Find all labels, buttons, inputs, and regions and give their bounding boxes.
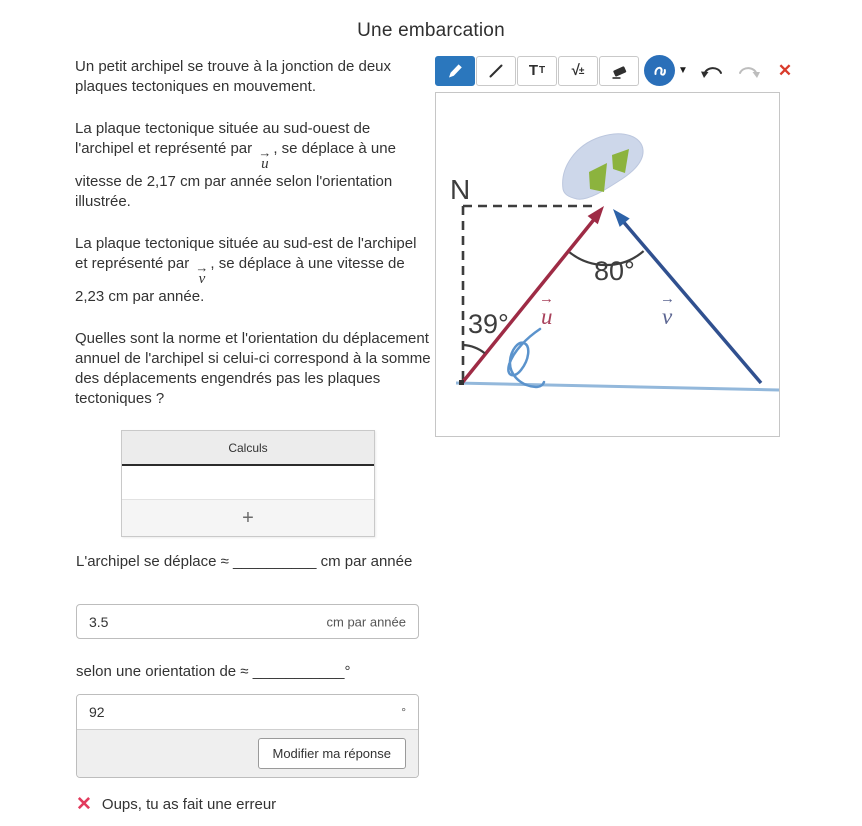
error-feedback [76,795,276,814]
plus-minus-icon: ± [578,66,585,77]
drawing-canvas[interactable] [435,92,780,437]
orientation-answer-group [76,694,419,778]
text-tool-label-large: T [528,62,539,79]
error-x-icon: ✕ [76,794,92,815]
calc-empty-row[interactable] [122,466,374,500]
vector-v-label: v [662,304,673,329]
angle-80-label: 80° [594,256,635,286]
vector-arrow-icon: → [195,260,209,275]
distance-unit-suffix: cm par année [326,614,406,629]
vector-u-label: u [541,304,553,329]
sqrt-icon: √ [571,62,580,79]
text-tool-label-small: T [539,65,546,76]
line-icon [486,61,506,81]
vector-diagram [436,93,779,436]
math-tool-button[interactable] [558,56,598,86]
vector-v-arrow-label: → [660,290,675,307]
distance-input[interactable] [77,605,418,638]
problem-paragraph-1: Un petit archipel se trouve à la jonction de deux plaques tectoniques en mouvement. [75,58,392,95]
north-label: N [450,174,471,205]
vector-u-inline [258,146,271,172]
pencil-icon [445,61,465,81]
calculations-table [121,430,375,537]
redo-button[interactable] [737,61,761,81]
paragraph-text: , se déplace à une vitesse de 2,17 cm par année selon l'orientation illustrée. [75,140,396,210]
clear-canvas-button[interactable]: ✕ [777,60,793,80]
origin-point [459,380,464,385]
angle-39-arc [463,345,485,353]
distance-answer-box [76,604,419,639]
orientation-input-row [77,695,418,730]
line-tool-button[interactable] [476,56,516,86]
answer-footer [77,730,418,777]
add-calculation-button[interactable]: + [122,500,374,536]
orientation-input[interactable] [77,695,418,729]
edit-answer-button[interactable]: Modifier ma réponse [258,738,407,769]
user-sketch-stroke [508,329,544,387]
error-message: Oups, tu as fait une erreur [101,796,277,813]
paragraph-text: , se déplace à une vitesse de 2,23 cm par année. [75,255,405,305]
curve-squiggle-icon [649,60,670,81]
text-tool-button[interactable] [517,56,557,86]
problem-paragraph-3 [75,234,431,307]
distance-statement: L'archipel se déplace ≈ __________ cm par année [76,553,413,570]
problem-paragraph-2 [75,119,431,212]
eraser-tool-button[interactable] [599,56,639,86]
paragraph-text: La plaque tectonique située au sud-est de l'archipel et représenté par [75,235,417,272]
eraser-icon [609,61,629,81]
orientation-statement: selon une orientation de ≈ ___________° [76,663,351,680]
orientation-degree-suffix: ° [401,705,406,719]
vector-u-arrowhead [588,206,604,224]
problem-question: Quelles sont la norme et l'orientation du déplacement annuel de l'archipel si celui-ci correspond à la somme des déplacements engendrés pas les plaques tectoniques ? [75,330,431,407]
vector-v-line [621,219,761,383]
calc-table-header: Calculs [122,431,374,466]
vector-u-line [462,217,596,383]
curve-tool-button[interactable] [644,55,675,86]
vector-letter: v [198,271,206,287]
vector-arrow-icon: → [258,145,272,160]
vector-u-arrow-label: → [539,290,554,307]
angle-39-label: 39° [468,309,509,339]
drawing-toolbar [435,55,792,86]
undo-arc-icon [700,61,724,81]
vector-letter: u [261,156,269,172]
vector-v-inline [195,261,208,287]
redo-arc-icon [737,61,761,81]
paragraph-text: La plaque tectonique située au sud-ouest de l'archipel et représenté par [75,120,371,157]
chevron-down-icon[interactable]: ▼ [678,65,688,76]
problem-text [75,57,431,431]
page-title: Une embarcation [357,20,505,41]
ground-baseline [456,383,779,390]
undo-button[interactable] [700,61,724,81]
pencil-tool-button[interactable] [435,56,475,86]
